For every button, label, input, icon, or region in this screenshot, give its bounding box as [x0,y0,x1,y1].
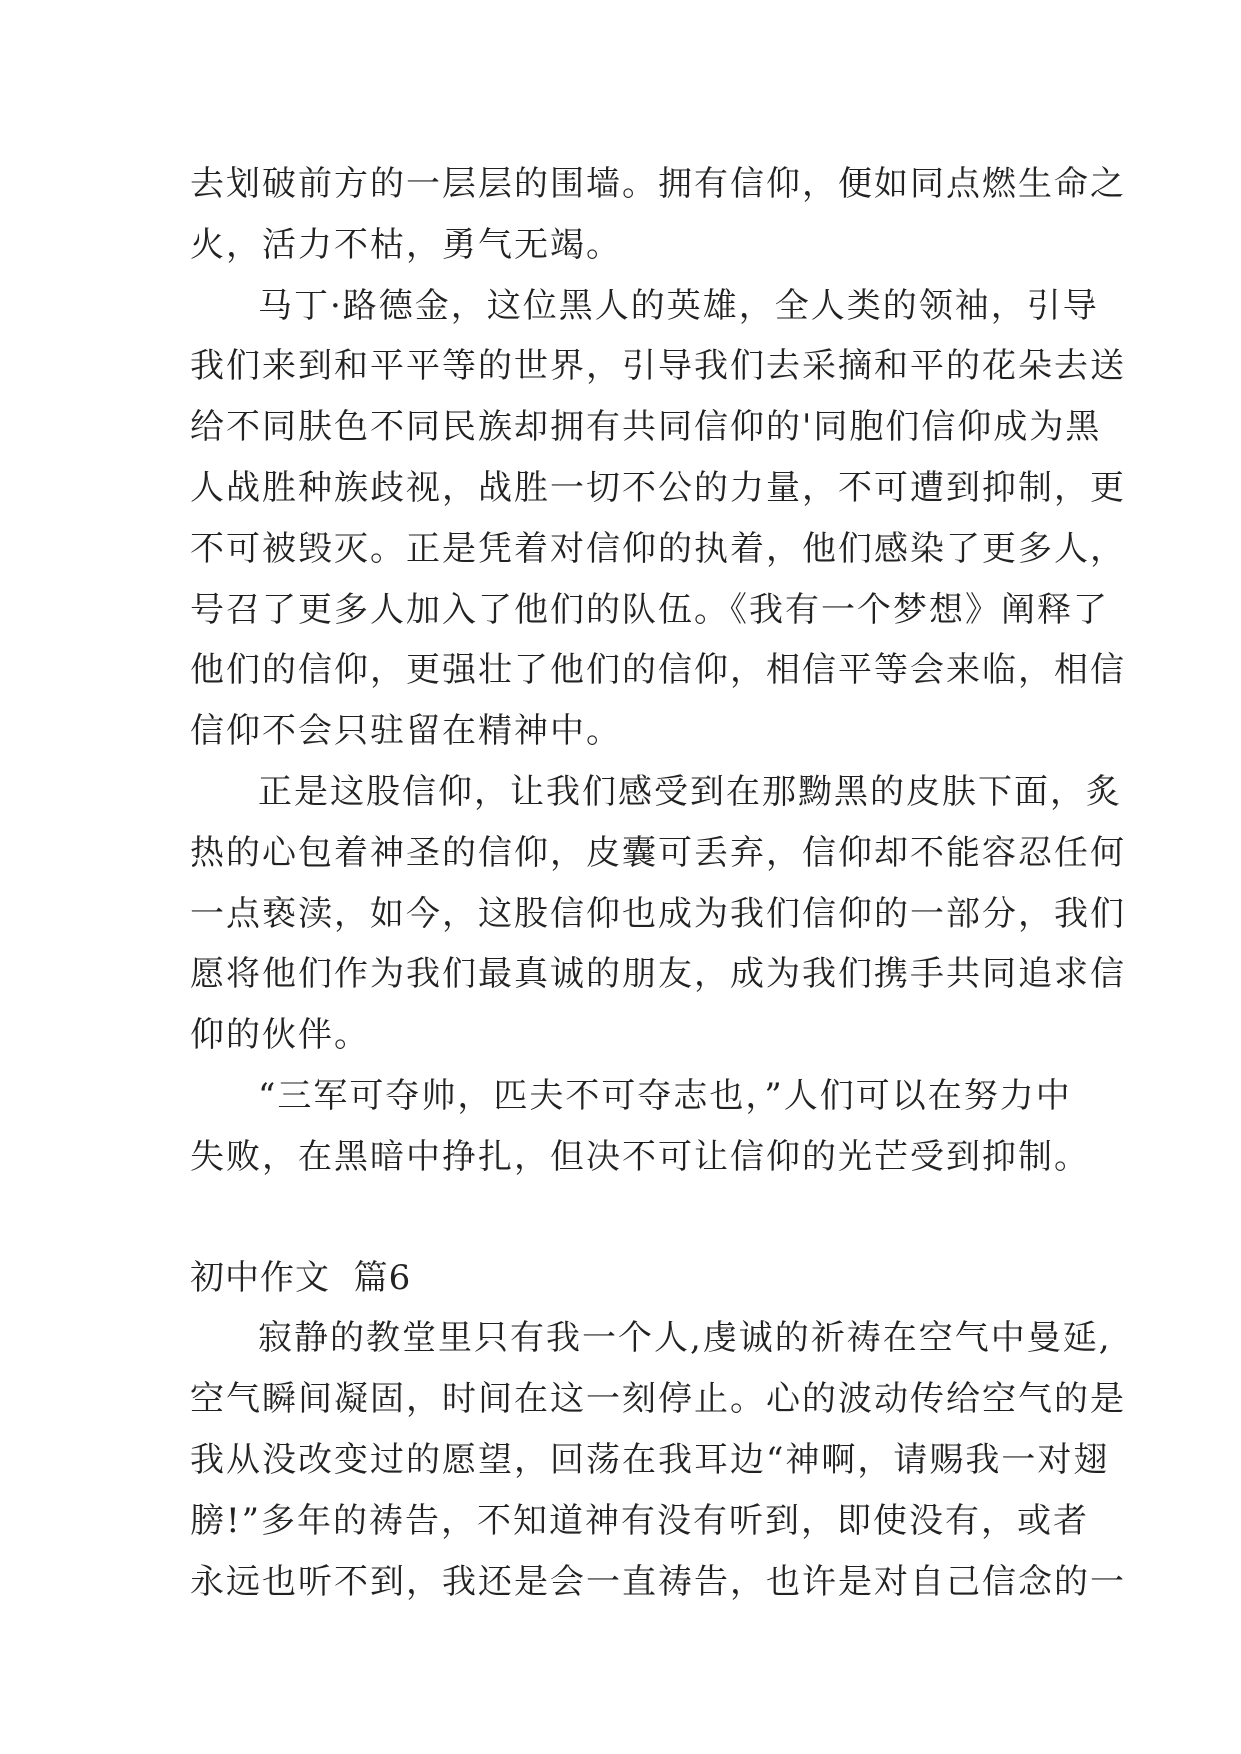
text-line: 空气瞬间凝固，时间在这一刻停止。心的波动传给空气的是 [190,1379,1126,1420]
text-line: 不可被毁灭。正是凭着对信仰的执着，他们感染了更多人， [190,528,1126,569]
paragraph-5 [190,1308,1126,1612]
text-line: 一点亵渎，如今，这股信仰也成为我们信仰的一部分，我们 [190,893,1126,934]
text-line: 他们的信仰，更强壮了他们的信仰，相信平等会来临，相信 [190,650,1126,691]
paragraph-3 [190,762,1126,1066]
paragraph-4 [190,1066,1090,1188]
text-line: 我们来到和平平等的世界，引导我们去采摘和平的花朵去送 [190,346,1126,387]
text-line: 愿将他们作为我们最真诚的朋友，成为我们携手共同追求信 [190,954,1126,995]
paragraph-2 [190,276,1126,762]
text-line: 去划破前方的一层层的围墙。拥有信仰，便如同点燃生命之 [190,164,1126,204]
text-line: 马丁·路德金，这位黑人的英雄，全人类的领袖，引导 [258,285,1099,326]
text-line: 给不同肤色不同民族却拥有共同信仰的'同胞们信仰成为黑 [190,407,1102,448]
text-line: 寂静的教堂里只有我一个人,虔诚的祈祷在空气中曼延, [258,1318,1112,1359]
text-line: 热的心包着神圣的信仰，皮囊可丢弃，信仰却不能容忍任何 [190,832,1126,873]
text-line: 人战胜种族歧视，战胜一切不公的力量，不可遭到抑制，更 [190,467,1126,508]
text-line: 永远也听不到，我还是会一直祷告，也许是对自己信念的一 [190,1561,1126,1602]
section-spacer [190,1188,1080,1248]
text-line: 正是这股信仰，让我们感受到在那黝黑的皮肤下面，炙 [258,771,1122,812]
text-line: 仰的伙伴。 [190,1015,370,1056]
text-line: “三军可夺帅，匹夫不可夺志也，”人们可以在努力中 [258,1075,1072,1116]
text-line: 失败，在黑暗中挣扎，但决不可让信仰的光芒受到抑制。 [190,1136,1090,1177]
paragraph-1 [190,154,1126,276]
text-line: 膀!”多年的祷告，不知道神有没有听到，即使没有，或者 [190,1500,1090,1541]
text-line: 我从没改变过的愿望，回荡在我耳边“神啊，请赐我一对翅 [190,1439,1110,1480]
text-line: 火，活力不枯，勇气无竭。 [190,224,622,265]
text-line: 信仰不会只驻留在精神中。 [190,711,622,752]
text-line: 号召了更多人加入了他们的队伍。《我有一个梦想》阐释了 [190,589,1109,630]
section-heading: 初中作文 篇6 [190,1257,412,1298]
essay-body [190,154,1126,1612]
